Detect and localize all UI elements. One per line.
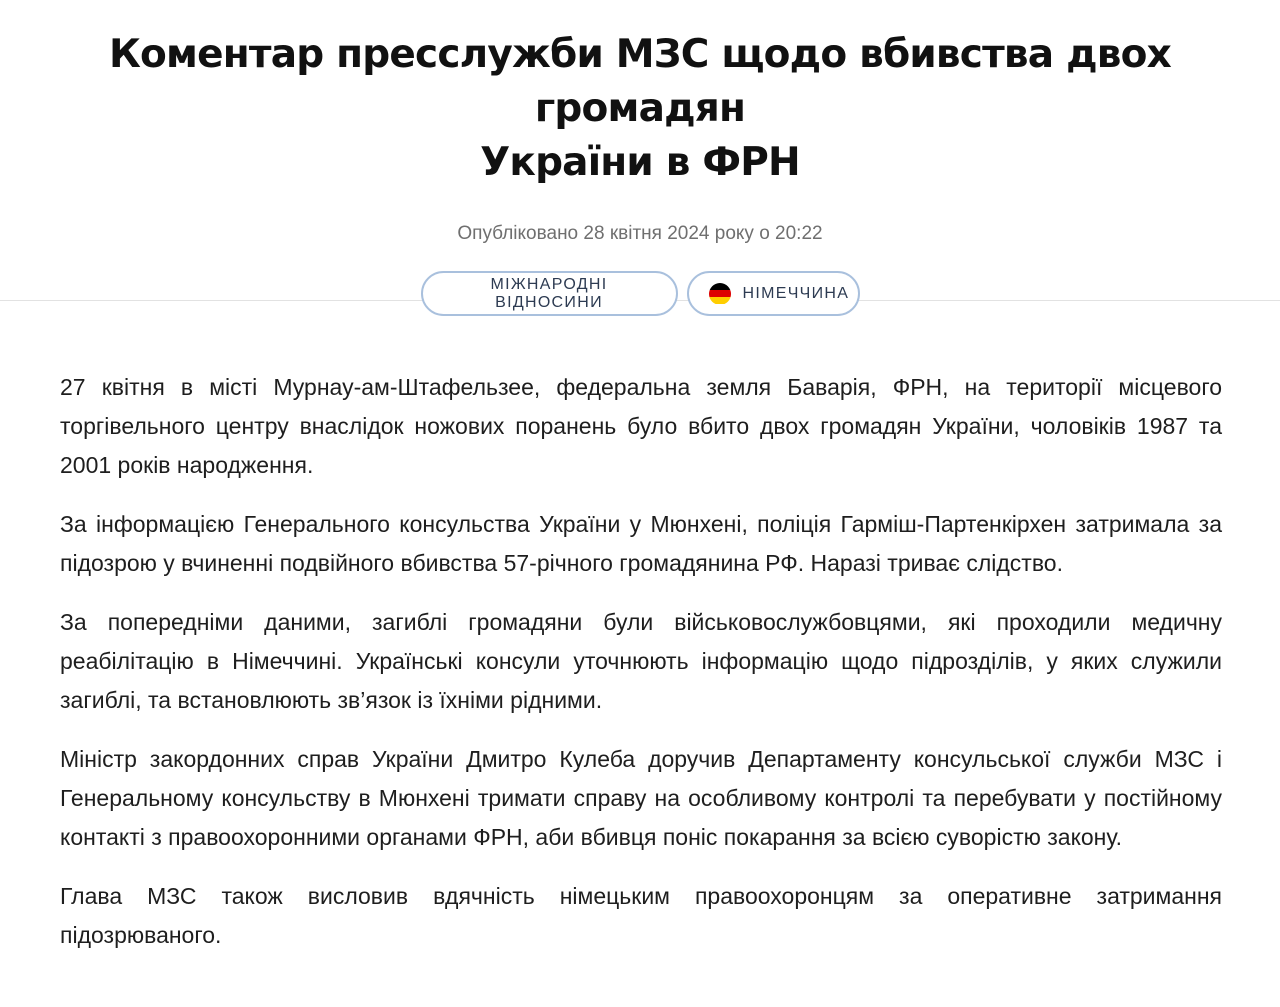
article-body [0,301,1280,955]
article-paragraph-2: За інформацією Генерального консульства України у Мюнхені, поліція Гарміш-Партенкірхен затримала за підозрою у вчиненні подвійного вбивства 57-річного громадянина РФ. Наразі триває слідство. [60,511,1222,576]
tag-international-relations[interactable] [421,271,678,316]
publication-date: Опубліковано 28 квітня 2024 року о 20:22 [457,223,823,244]
article-header [0,0,1280,311]
page-title [0,0,1280,190]
article-paragraph-5: Глава МЗС також висловив вдячність німецьким правоохоронцям за оперативне затримання підозрюваного. [60,883,1222,948]
article-paragraph-1: 27 квітня в місті Мурнау-ам-Штафельзее, федеральна земля Баварія, ФРН, на території місцевого торгівельного центру внаслідок ножових поранень було вбито двох громадян України, чоловіків 1987 та 2001 років народження. [60,374,1222,478]
tag-germany[interactable] [687,271,860,316]
article-paragraph-4: Міністр закордонних справ України Дмитро Кулеба доручив Департаменту консульської служби МЗС і Генеральному консульству в Мюнхені тримати справу на особливому контролі та перебувати у постійному контакті з правоохоронними органами ФРН, аби вбивця поніс покарання за всією суворістю закону. [60,746,1222,850]
tag-label: НІМЕЧЧИНА [742,284,850,302]
article-paragraph-3: За попередніми даними, загиблі громадяни були військовослужбовцями, які проходили медичну реабілітацію в Німеччині. Українські консули уточнюють інформацію щодо підрозділів, у яких служили загиблі, та встановлюють зв’язок із їхніми рідними. [60,609,1222,713]
page-title-line-2: України в ФРН [480,140,800,185]
page-title-line-1: Коментар пресслужби МЗС щодо вбивства двох громадян [108,32,1172,131]
tag-label: МІЖНАРОДНІ ВІДНОСИНИ [490,275,608,311]
germany-flag-icon [709,283,731,305]
